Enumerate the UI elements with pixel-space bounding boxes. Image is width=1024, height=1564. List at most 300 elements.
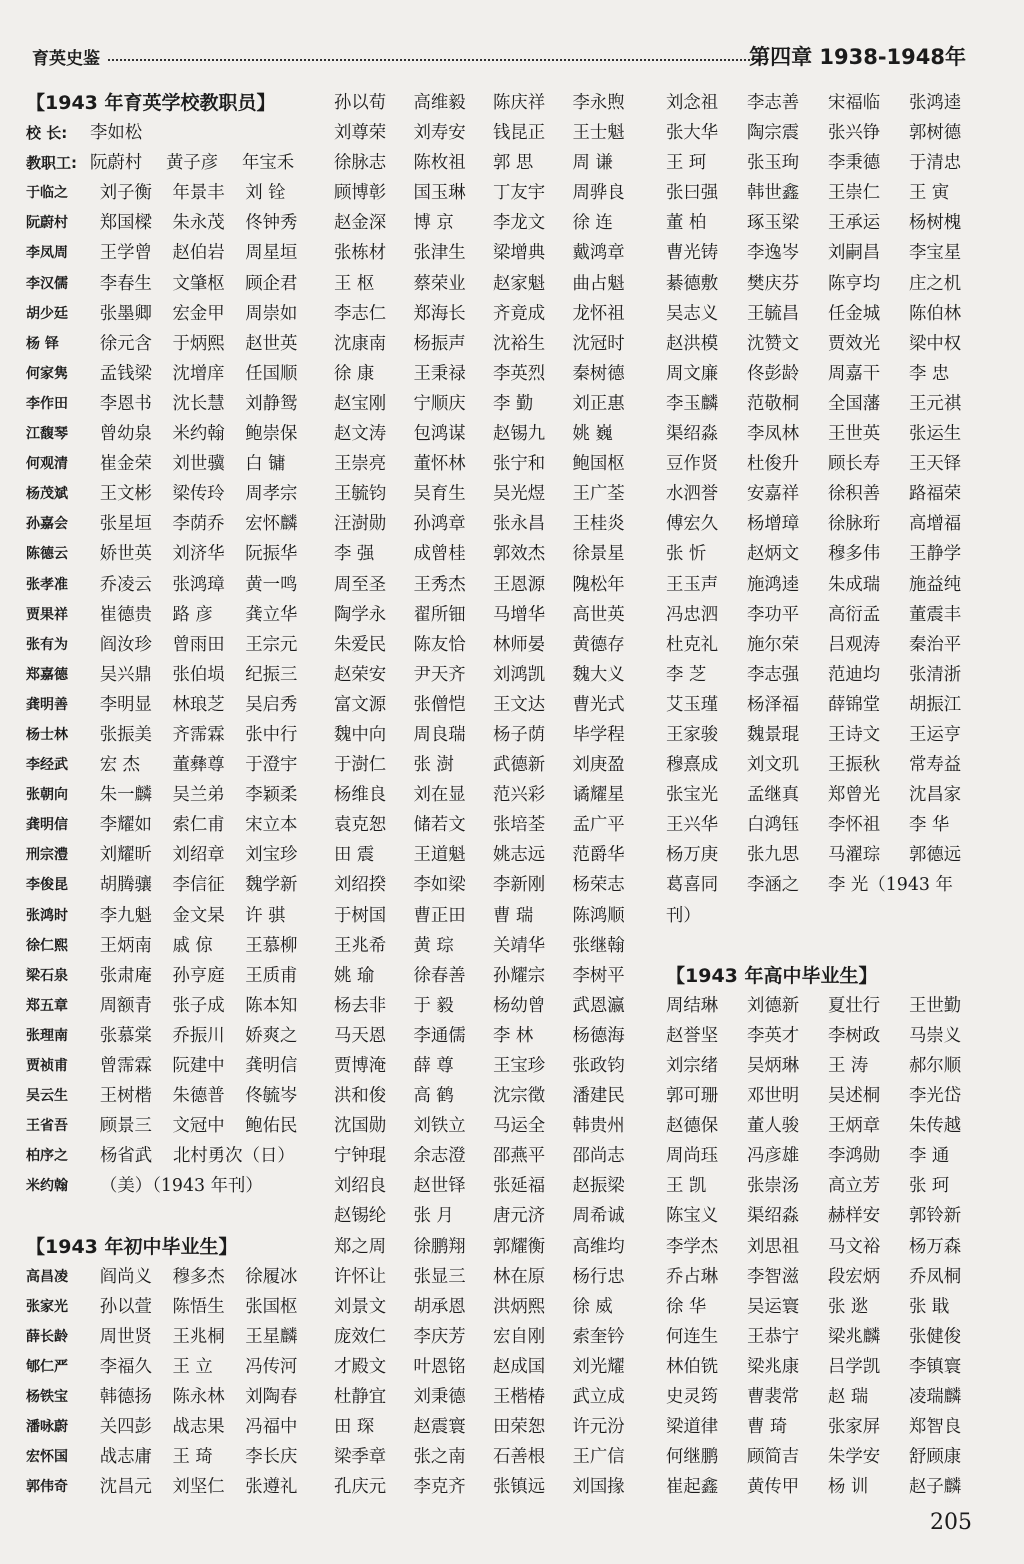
- name-row: [334, 991, 652, 1021]
- name-entry: 索奎钤: [572, 1326, 625, 1347]
- name-entry: 郑曾光: [828, 785, 881, 806]
- name-row: [334, 720, 652, 750]
- name-row: [334, 1081, 652, 1111]
- name-entry: 薛锦堂: [828, 694, 881, 715]
- name-entry: 梁传玲: [172, 484, 225, 505]
- name-row: [334, 148, 652, 178]
- name-entry: 田 震: [334, 845, 375, 866]
- name-entry: 崔金荣: [99, 454, 152, 475]
- name-entry: 杜静宜: [334, 1387, 387, 1408]
- name-row: [666, 991, 990, 1021]
- name-entry: 郭德远: [909, 845, 962, 866]
- name-entry: 赵金深: [334, 213, 387, 234]
- name-row: [334, 449, 652, 479]
- name-row: [26, 208, 318, 238]
- name-entry: 刘思祖: [747, 1236, 800, 1257]
- name-entry: 沈宗徵: [493, 1086, 546, 1107]
- name-row: [26, 509, 318, 539]
- name-entry: 赵世英: [245, 333, 298, 354]
- name-entry: 田 琛: [334, 1417, 375, 1438]
- name-row: [334, 931, 652, 961]
- name-entry: 赵洪模: [666, 333, 719, 354]
- name-row: [26, 178, 318, 208]
- name-entry: 张栋材: [334, 243, 387, 264]
- name-row: [334, 1262, 652, 1292]
- name-entry: 战志庸: [99, 1447, 152, 1468]
- name-entry: 沈国勋: [334, 1116, 387, 1137]
- name-entry: 张国枢: [245, 1296, 298, 1317]
- name-entry: 宁钟琨: [334, 1146, 387, 1167]
- name-entry: 佟钟秀: [245, 213, 298, 234]
- name-entry: 张显三: [413, 1266, 466, 1287]
- name-entry: 刘济华: [172, 544, 225, 565]
- name-entry: 丁友宇: [493, 183, 546, 204]
- name-entry: 王运亨: [909, 724, 962, 745]
- name-entry: 李英烈: [493, 363, 546, 384]
- name-entry: 张延福: [493, 1176, 546, 1197]
- name-entry: 王士魁: [572, 123, 625, 144]
- name-row: [666, 238, 990, 268]
- name-entry: 郇仁严: [26, 1358, 68, 1375]
- name-entry: 陈永林: [172, 1387, 225, 1408]
- name-row: [666, 870, 990, 900]
- name-entry: 高维毅: [413, 93, 466, 113]
- name-row: [334, 870, 652, 900]
- name-entry: 秦治平: [909, 634, 962, 655]
- name-entry: 曹正田: [413, 905, 466, 926]
- name-row: [26, 1352, 318, 1382]
- name-row: [666, 118, 990, 148]
- name-entry: 北村勇次（日）: [173, 1146, 295, 1167]
- name-entry: 赵震寰: [413, 1417, 466, 1438]
- name-entry: 郭可珊: [666, 1086, 719, 1107]
- name-entry: 周崇如: [245, 303, 298, 324]
- name-entry: 刑宗澧: [26, 847, 68, 864]
- name-entry: 李作田: [26, 395, 68, 412]
- staff-first-line: [26, 148, 318, 178]
- name-entry: 朱传越: [909, 1116, 962, 1137]
- name-entry: 李怀祖: [828, 815, 881, 836]
- name-entry: 杨增璋: [747, 514, 800, 535]
- name-entry: 杨荣志: [572, 875, 625, 896]
- name-entry: 张僧恺: [413, 694, 466, 715]
- name-entry: 鲍佑民: [245, 1116, 298, 1137]
- principal-line: [26, 118, 318, 148]
- name-entry: 于炳熙: [172, 333, 225, 354]
- name-entry: 沈昌元: [99, 1477, 152, 1498]
- name-row: [666, 419, 990, 449]
- name-entry: 武德新: [493, 755, 546, 776]
- name-entry: 阮振华: [245, 544, 298, 565]
- name-entry: 刘嗣昌: [828, 243, 881, 264]
- name-entry: 穆熹成: [666, 755, 719, 776]
- name-entry: 范爵华: [572, 845, 625, 866]
- name-entry: 刘世骥: [172, 454, 225, 475]
- name-entry: 李俊昆: [26, 877, 68, 894]
- name-entry: 李志善: [747, 93, 800, 113]
- name-entry: 纪振三: [245, 664, 298, 685]
- name-row: [26, 1382, 318, 1412]
- name-row: [666, 1292, 990, 1322]
- name-entry: 刘念祖: [666, 93, 719, 113]
- name-entry: 王恩源: [493, 574, 546, 595]
- name-entry: 徐脉志: [334, 153, 387, 174]
- name-row: [666, 1141, 990, 1171]
- name-entry: 宏金甲: [172, 303, 225, 324]
- name-entry: 齐竟成: [493, 303, 546, 324]
- name-entry: 王玉声: [666, 574, 719, 595]
- name-entry: 刘景文: [334, 1296, 387, 1317]
- name-entry: 阮建中: [172, 1056, 225, 1076]
- name-entry: 施鸿逵: [747, 574, 800, 595]
- name-entry: 林琅芝: [172, 694, 225, 715]
- name-row: [26, 1141, 318, 1171]
- name-row: [666, 1051, 990, 1081]
- name-row: [666, 780, 990, 810]
- name-row: [26, 600, 318, 630]
- name-entry: 张运生: [909, 424, 962, 445]
- name-row: [26, 539, 318, 569]
- header-dotted-leader: [108, 59, 762, 61]
- name-entry: 渠绍淼: [747, 1206, 800, 1227]
- name-entry: 张崇汤: [747, 1176, 800, 1197]
- name-entry: 孙以荀: [334, 93, 387, 113]
- name-entry: 张宝光: [666, 785, 719, 806]
- name-entry: 李 林: [493, 1025, 534, 1046]
- name-entry: 许元汾: [572, 1417, 625, 1438]
- name-entry: 曹 瑞: [493, 905, 534, 926]
- name-entry: 周 谦: [572, 153, 613, 174]
- name-entry: 李逸岑: [747, 243, 800, 264]
- name-entry: 李明显: [99, 694, 152, 715]
- name-row: [334, 1201, 652, 1231]
- name-entry: 郑五章: [26, 997, 68, 1014]
- name-entry: 杨行忠: [572, 1266, 625, 1287]
- name-entry: 杜克礼: [666, 634, 719, 655]
- name-entry: 张子成: [172, 995, 225, 1016]
- name-entry: 沈赞文: [747, 333, 800, 354]
- name-entry: 杨铁宝: [26, 1389, 68, 1406]
- name-entry: 龚明信: [245, 1056, 298, 1076]
- name-row: [334, 1352, 652, 1382]
- name-entry: 赵家魁: [493, 273, 546, 294]
- name-entry: 李 光（1943 年: [828, 875, 953, 896]
- name-entry: 张培荃: [493, 815, 546, 836]
- name-entry: 刘铁立: [413, 1116, 466, 1137]
- name-entry: 张肃庵: [99, 965, 152, 986]
- staff-section-heading: 【1943 年育英学校教职员】: [26, 92, 276, 114]
- name-entry: 韩德扬: [99, 1387, 152, 1408]
- name-entry: 李 强: [334, 544, 375, 565]
- name-entry: 乔占琳: [666, 1266, 719, 1287]
- name-entry: 李树平: [572, 965, 625, 986]
- name-entry: 齐霈霖: [172, 724, 225, 745]
- name-entry: 钱昆正: [493, 123, 546, 144]
- name-row: [334, 539, 652, 569]
- name-entry: 梁中权: [909, 333, 962, 354]
- name-entry: 段宏炳: [828, 1266, 881, 1287]
- name-entry: 王静学: [909, 544, 962, 565]
- name-entry: 阎尚义: [99, 1266, 152, 1287]
- name-entry: 孙亨庭: [172, 965, 225, 986]
- name-row: [666, 148, 990, 178]
- name-row: [26, 1171, 318, 1201]
- name-row: [26, 1412, 318, 1442]
- name-row: [26, 660, 318, 690]
- name-entry: 赵誉坚: [666, 1025, 719, 1046]
- name-entry: 徐仁熙: [26, 937, 68, 954]
- name-entry: 曲占魁: [572, 273, 625, 294]
- name-entry: 王广荃: [572, 484, 625, 505]
- name-entry: 刘庚盈: [572, 755, 625, 776]
- name-entry: 邵燕平: [493, 1146, 546, 1167]
- name-entry: 王兆希: [334, 935, 387, 956]
- name-entry: 王崇亮: [334, 454, 387, 475]
- name-row: [666, 509, 990, 539]
- name-entry: 刘光耀: [572, 1356, 625, 1377]
- name-entry: 赵锡纶: [334, 1206, 387, 1227]
- name-entry: 艾玉瑾: [666, 694, 719, 715]
- name-entry: 张玉珣: [747, 153, 800, 174]
- name-entry: 周文廉: [666, 363, 719, 384]
- name-entry: 李秉德: [828, 153, 881, 174]
- name-entry: 徐履冰: [245, 1266, 298, 1287]
- name-entry: 王宗元: [245, 634, 298, 655]
- name-row: [666, 269, 990, 299]
- name-entry: 米约翰: [26, 1178, 68, 1195]
- name-row: [666, 840, 990, 870]
- name-entry: 李凤周: [26, 245, 68, 262]
- name-entry: 叶恩铭: [413, 1356, 466, 1377]
- name-row: [26, 720, 318, 750]
- name-entry: 杨去非: [334, 995, 387, 1016]
- name-entry: 武立成: [572, 1387, 625, 1408]
- name-entry: 杨茂斌: [26, 486, 68, 503]
- name-row: [26, 1051, 318, 1081]
- column-right: [666, 88, 990, 1502]
- name-entry: 赵炳文: [747, 544, 800, 565]
- name-entry: 张朝向: [26, 787, 68, 804]
- name-entry: 隗松年: [572, 574, 625, 595]
- name-entry: 王慕柳: [245, 935, 298, 956]
- name-entry: 文冠中: [172, 1116, 225, 1137]
- name-entry: 于树国: [334, 905, 387, 926]
- name-entry: 魏景琨: [747, 724, 800, 745]
- name-entry: 马文裕: [828, 1236, 881, 1257]
- name-row: [26, 1442, 318, 1472]
- name-row: [334, 1472, 652, 1502]
- name-row: [666, 630, 990, 660]
- name-entry: 陈德云: [26, 546, 68, 563]
- name-entry: 宏怀麟: [245, 514, 298, 535]
- name-entry: 阎汝珍: [99, 634, 152, 655]
- name-entry: 张清浙: [909, 664, 962, 685]
- name-entry: 王世勤: [909, 995, 962, 1016]
- name-entry: 沈长慧: [172, 393, 225, 414]
- name-row: [666, 1081, 990, 1111]
- name-entry: 李 勤: [493, 393, 534, 414]
- name-entry: 曹裴常: [747, 1387, 800, 1408]
- name-row: [26, 931, 318, 961]
- name-entry: 李功平: [747, 604, 800, 625]
- name-entry: 马崇义: [909, 1025, 962, 1046]
- name-entry: 吴启秀: [245, 694, 298, 715]
- name-entry: 刘耀昕: [99, 845, 152, 866]
- name-entry: 任金城: [828, 303, 881, 324]
- running-header-chapter: 第四章 1938-1948年: [749, 45, 966, 69]
- name-entry: 米约翰: [172, 424, 225, 445]
- name-entry: 曹 琦: [747, 1417, 788, 1438]
- name-entry: 唐元济: [493, 1206, 546, 1227]
- name-entry: 博 京: [413, 213, 454, 234]
- name-row: [26, 901, 318, 931]
- name-entry: 张九思: [747, 845, 800, 866]
- name-entry: 任国顺: [245, 363, 298, 384]
- name-row: [334, 690, 652, 720]
- name-entry: 李志强: [747, 664, 800, 685]
- name-entry: 关靖华: [493, 935, 546, 956]
- name-entry: 张 珂: [909, 1176, 950, 1197]
- name-entry: 徐 华: [666, 1296, 707, 1317]
- name-entry: 李克齐: [413, 1477, 466, 1498]
- name-entry: 赵伯岩: [172, 243, 225, 264]
- name-entry: 毕学程: [572, 724, 625, 745]
- name-entry: 孙耀宗: [493, 965, 546, 986]
- name-entry: 杨士林: [26, 726, 68, 743]
- senior-graduates-heading: 【1943 年高中毕业生】: [666, 964, 878, 987]
- name-row: [26, 840, 318, 870]
- name-entry: 何观清: [26, 456, 68, 473]
- name-entry: 王秉禄: [413, 363, 466, 384]
- name-entry: 刘坚仁: [172, 1477, 225, 1498]
- name-entry: 翟所钿: [413, 604, 466, 625]
- name-entry: 赫样安: [828, 1206, 881, 1227]
- name-row: [666, 208, 990, 238]
- name-row: [26, 299, 318, 329]
- name-entry: 袁克恕: [334, 815, 387, 836]
- name-entry: 夏壮行: [828, 995, 881, 1016]
- name-entry: 李光岱: [909, 1086, 962, 1107]
- name-entry: 郑之周: [334, 1236, 387, 1257]
- name-entry: 孟钱梁: [99, 363, 152, 384]
- name-entry: 黄传甲: [747, 1477, 800, 1498]
- name-row: [334, 1442, 652, 1472]
- name-entry: 刘子衡: [99, 183, 152, 204]
- name-entry: 陶学永: [334, 604, 387, 625]
- name-entry: 乔振川: [172, 1025, 225, 1046]
- name-row: [666, 750, 990, 780]
- name-entry: 郑海长: [413, 303, 466, 324]
- name-entry: 李经武: [26, 757, 68, 774]
- name-entry: 王宝珍: [493, 1056, 546, 1076]
- name-entry: 姚 瑜: [334, 965, 375, 986]
- name-entry: 赵成国: [493, 1356, 546, 1377]
- name-entry: 薛长龄: [26, 1328, 68, 1345]
- name-entry: 李汉儒: [26, 275, 68, 292]
- name-row: [666, 810, 990, 840]
- name-entry: 吴志义: [666, 303, 719, 324]
- name-entry: 穆多伟: [828, 544, 881, 565]
- name-row: [334, 299, 652, 329]
- name-entry: 吴兴鼎: [99, 664, 152, 685]
- name-row: [334, 840, 652, 870]
- name-entry: 水泗誉: [666, 484, 719, 505]
- name-row: [666, 1442, 990, 1472]
- name-entry: 张 月: [413, 1206, 454, 1227]
- name-entry: 梁兆康: [747, 1356, 800, 1377]
- name-row: [334, 178, 652, 208]
- name-row: [26, 1472, 318, 1502]
- name-entry: 姚 巍: [572, 424, 613, 445]
- name-entry: 李新刚: [493, 875, 546, 896]
- name-entry: 王世英: [828, 424, 881, 445]
- name-entry: 王兆桐: [172, 1326, 225, 1347]
- name-entry: 何继鹏: [666, 1447, 719, 1468]
- name-row: [26, 961, 318, 991]
- name-entry: 金文杲: [172, 905, 225, 926]
- name-row: [26, 870, 318, 900]
- name-row: [334, 750, 652, 780]
- name-entry: 吴光煜: [493, 484, 546, 505]
- name-entry: 刘宗绪: [666, 1056, 719, 1076]
- name-entry: 陈枚祖: [413, 153, 466, 174]
- name-entry: 张有为: [26, 636, 68, 653]
- name-entry: 王 凯: [666, 1176, 707, 1197]
- name-entry: 沈冠时: [572, 333, 625, 354]
- name-entry: 魏学新: [245, 875, 298, 896]
- name-entry: 张大华: [666, 123, 719, 144]
- name-row: [666, 720, 990, 750]
- name-entry: 邵尚志: [572, 1146, 625, 1167]
- name-entry: 沈昌家: [909, 785, 962, 806]
- name-row: [334, 780, 652, 810]
- name-entry: 张之南: [413, 1447, 466, 1468]
- name-entry: 郭伟奇: [26, 1479, 68, 1496]
- name-entry: 徐脉珩: [828, 514, 881, 535]
- name-entry: 崔起鑫: [666, 1477, 719, 1498]
- name-entry: 舒顾康: [909, 1447, 962, 1468]
- name-entry: 郭铃新: [909, 1206, 962, 1227]
- name-row: [666, 449, 990, 479]
- name-entry: 董震丰: [909, 604, 962, 625]
- name-entry: 顾景三: [99, 1116, 152, 1137]
- name-entry: 张振美: [99, 724, 152, 745]
- name-row: [334, 359, 652, 389]
- name-entry: 高世英: [572, 604, 625, 625]
- name-entry: 李凤林: [747, 424, 800, 445]
- name-entry: 郭树德: [909, 123, 962, 144]
- name-row: [666, 1171, 990, 1201]
- name-entry: 王 立: [172, 1356, 213, 1377]
- name-row: [334, 208, 652, 238]
- running-header-book-title: 育英史鉴: [32, 49, 100, 69]
- name-row: [334, 600, 652, 630]
- name-row: [334, 1051, 652, 1081]
- name-entry: 琢玉梁: [747, 213, 800, 234]
- name-entry: 洪和俊: [334, 1086, 387, 1107]
- name-entry: 才殿文: [334, 1356, 387, 1377]
- name-entry: 黄德存: [572, 634, 625, 655]
- name-entry: 孟继真: [747, 785, 800, 806]
- name-entry: 张鸿璋: [172, 574, 225, 595]
- name-entry: 郭耀衡: [493, 1236, 546, 1257]
- name-entry: 徐 康: [334, 363, 375, 384]
- name-entry: 年宝禾: [242, 153, 295, 174]
- name-row: [666, 570, 990, 600]
- senior-graduates-list: [666, 991, 990, 1503]
- name-entry: 安嘉祥: [747, 484, 800, 505]
- name-entry: 赵德保: [666, 1116, 719, 1137]
